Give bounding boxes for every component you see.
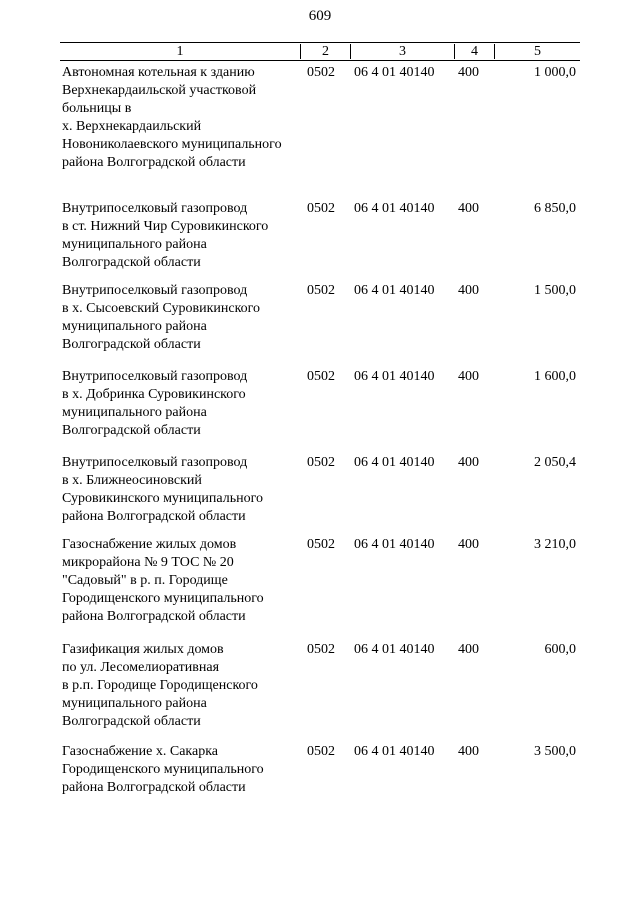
row-amount: 3 210,0	[534, 537, 576, 552]
row-expense-type: 400	[458, 65, 479, 80]
row-amount: 1 000,0	[534, 65, 576, 80]
column-header-4: 4	[454, 44, 494, 59]
row-section-code: 0502	[307, 642, 335, 657]
row-section-code: 0502	[307, 744, 335, 759]
row-target-code: 06 4 01 40140	[354, 65, 435, 80]
column-header-1: 1	[176, 44, 184, 59]
row-name: Внутрипоселковый газопровод в х. Ближнеосиновский Суровикинского муниципального района Волгоградской области	[62, 455, 263, 524]
row-amount: 600,0	[544, 642, 576, 657]
row-section-code: 0502	[307, 537, 335, 552]
column-header-3: 3	[350, 44, 454, 59]
page-number: 609	[308, 8, 332, 24]
row-expense-type: 400	[458, 744, 479, 759]
row-target-code: 06 4 01 40140	[354, 455, 435, 470]
row-section-code: 0502	[307, 455, 335, 470]
row-expense-type: 400	[458, 455, 479, 470]
row-expense-type: 400	[458, 642, 479, 657]
row-section-code: 0502	[307, 201, 335, 216]
table-header-top-rule	[60, 42, 580, 43]
row-section-code: 0502	[307, 283, 335, 298]
row-amount: 3 500,0	[534, 744, 576, 759]
row-target-code: 06 4 01 40140	[354, 537, 435, 552]
row-name: Автономная котельная к зданию Верхнекардаильской участковой больницы в х. Верхнекардаильский Новониколаевского муниципального района Волгоградской области	[62, 65, 282, 170]
row-target-code: 06 4 01 40140	[354, 369, 435, 384]
row-target-code: 06 4 01 40140	[354, 744, 435, 759]
row-amount: 2 050,4	[534, 455, 576, 470]
row-expense-type: 400	[458, 283, 479, 298]
table-header-bottom-rule	[60, 60, 580, 61]
row-name: Газификация жилых домов по ул. Лесомелиоративная в р.п. Городище Городищенского муниципального района Волгоградской области	[62, 642, 258, 729]
row-amount: 6 850,0	[534, 201, 576, 216]
row-target-code: 06 4 01 40140	[354, 201, 435, 216]
row-name: Внутрипоселковый газопровод в ст. Нижний Чир Суровикинского муниципального района Волгоградской области	[62, 201, 269, 270]
row-name: Внутрипоселковый газопровод в х. Сысоевский Суровикинского муниципального района Волгоградской области	[62, 283, 261, 352]
row-section-code: 0502	[307, 369, 335, 384]
row-expense-type: 400	[458, 369, 479, 384]
row-target-code: 06 4 01 40140	[354, 642, 435, 657]
row-target-code: 06 4 01 40140	[354, 283, 435, 298]
column-header-5: 5	[494, 44, 580, 59]
row-name: Газоснабжение жилых домов микрорайона № 9 ТОС № 20 "Садовый" в р. п. Городище Городищенского муниципального района Волгоградской области	[62, 537, 264, 624]
row-amount: 1 500,0	[534, 283, 576, 298]
row-amount: 1 600,0	[534, 369, 576, 384]
row-name: Газоснабжение х. Сакарка Городищенского муниципального района Волгоградской области	[62, 744, 264, 795]
row-name: Внутрипоселковый газопровод в х. Добринка Суровикинского муниципального района Волгоградской области	[62, 369, 248, 438]
column-header-2: 2	[300, 44, 350, 59]
row-expense-type: 400	[458, 537, 479, 552]
row-section-code: 0502	[307, 65, 335, 80]
row-expense-type: 400	[458, 201, 479, 216]
table-header-row	[60, 44, 580, 59]
